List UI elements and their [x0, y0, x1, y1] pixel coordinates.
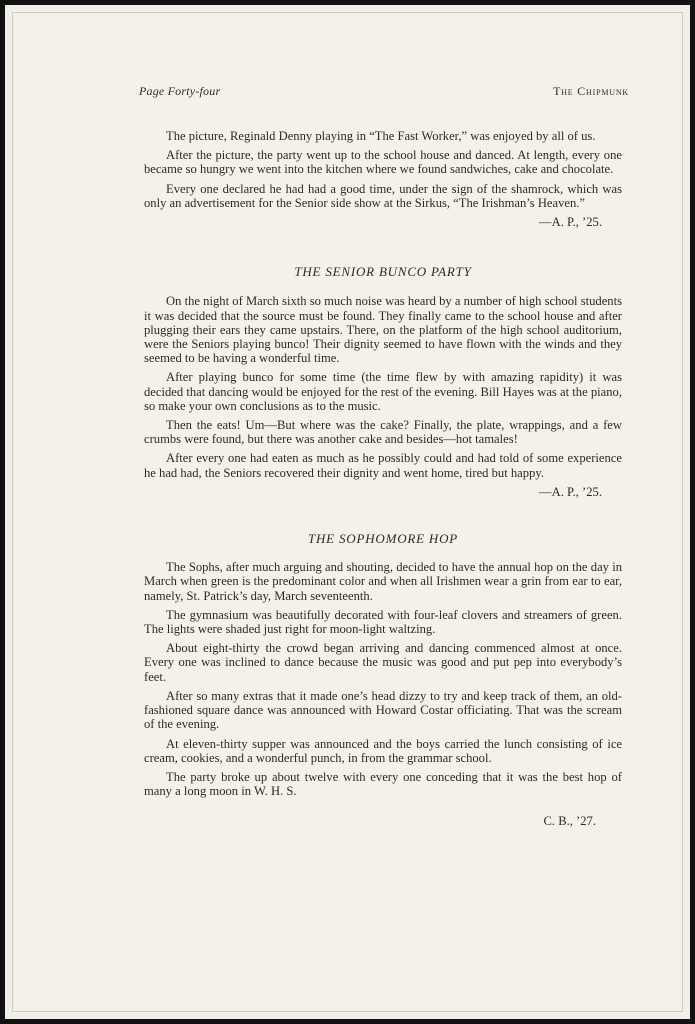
paragraph: At eleven-thirty supper was announced and the boys carried the lunch consisting of ice cream, cookies, and a wonderful punch, in from the grammar school.: [144, 736, 622, 765]
paragraph: Every one declared he had had a good time, under the sign of the shamrock, which was only an advertisement for the Senior side show at the Sirkus, “The Irishman’s Heaven.”: [144, 181, 622, 210]
running-header: [139, 84, 629, 104]
paragraph: The picture, Reginald Denny playing in “The Fast Worker,” was enjoyed by all of us.: [166, 129, 596, 143]
paragraph: The party broke up about twelve with every one conceding that it was the best hop of many a long moon in W. H. S.: [144, 769, 622, 799]
page-number-label: Page Forty-four: [139, 84, 221, 98]
article-body: [144, 129, 622, 829]
paragraph: The Sophs, after much arguing and shouting, decided to have the annual hop on the day in March when green is the predominant color and when all Irishmen wear a grin from ear to ear, namely, St. Patrick’s day, March seventeenth.: [144, 560, 622, 603]
section-sophomore-hop: [144, 560, 622, 828]
paragraph: On the night of March sixth so much noise was heard by a number of high school students it was decided that the source must be found. They finally came to the school house and after plugging their ears they came upstairs. There, on the platform of the high school auditorium, were the Seniors playing bunco! Their dignity seemed to have flown with the winds and they seemed to be having a wonderful time.: [144, 294, 622, 366]
paragraph: The gymnasium was beautifully decorated with four-leaf clovers and streamers of green. The lights were shaded just right for moon-light waltzing.: [144, 607, 622, 637]
author-signature: —A. P., ’25.: [539, 484, 602, 499]
author-signature: —A. P., ’25.: [539, 215, 602, 230]
section-title-senior-bunco: THE SENIOR BUNCO PARTY: [294, 264, 472, 280]
paragraph: After playing bunco for some time (the time flew by with amazing rapidity) it was decided that dancing would be enjoyed for the rest of the evening. Bill Hayes was at the piano, so make your own conclusions as to the music.: [144, 370, 622, 413]
paragraph: After the picture, the party went up to the school house and danced. At length, every one became so hungry we went into the kitchen where we found sandwiches, cake and chocolate.: [144, 148, 622, 177]
section-fast-worker: [144, 129, 622, 229]
paragraph: After every one had eaten as much as he possibly could and had told of some experience he had had, the Seniors recovered their dignity and went home, tired but happy.: [144, 451, 622, 480]
paragraph: After so many extras that it made one’s head dizzy to try and keep track of them, an old-fashioned square dance was announced with Howard Costar officiating. That was the scream of the evening.: [144, 688, 622, 732]
paragraph: About eight-thirty the crowd began arriving and dancing commenced almost at once. Every one was inclined to dance because the music was good and put pep into everybody’s feet.: [144, 641, 622, 684]
paragraph: Then the eats! Um—But where was the cake? Finally, the plate, wrappings, and a few crumbs were found, but there was another cake and besides—hot tamales!: [144, 418, 622, 447]
section-senior-bunco: [144, 294, 622, 499]
author-signature: C. B., ’27.: [543, 814, 596, 829]
publication-title: The Chipmunk: [553, 84, 629, 98]
section-title-sophomore-hop: THE SOPHOMORE HOP: [307, 531, 459, 547]
